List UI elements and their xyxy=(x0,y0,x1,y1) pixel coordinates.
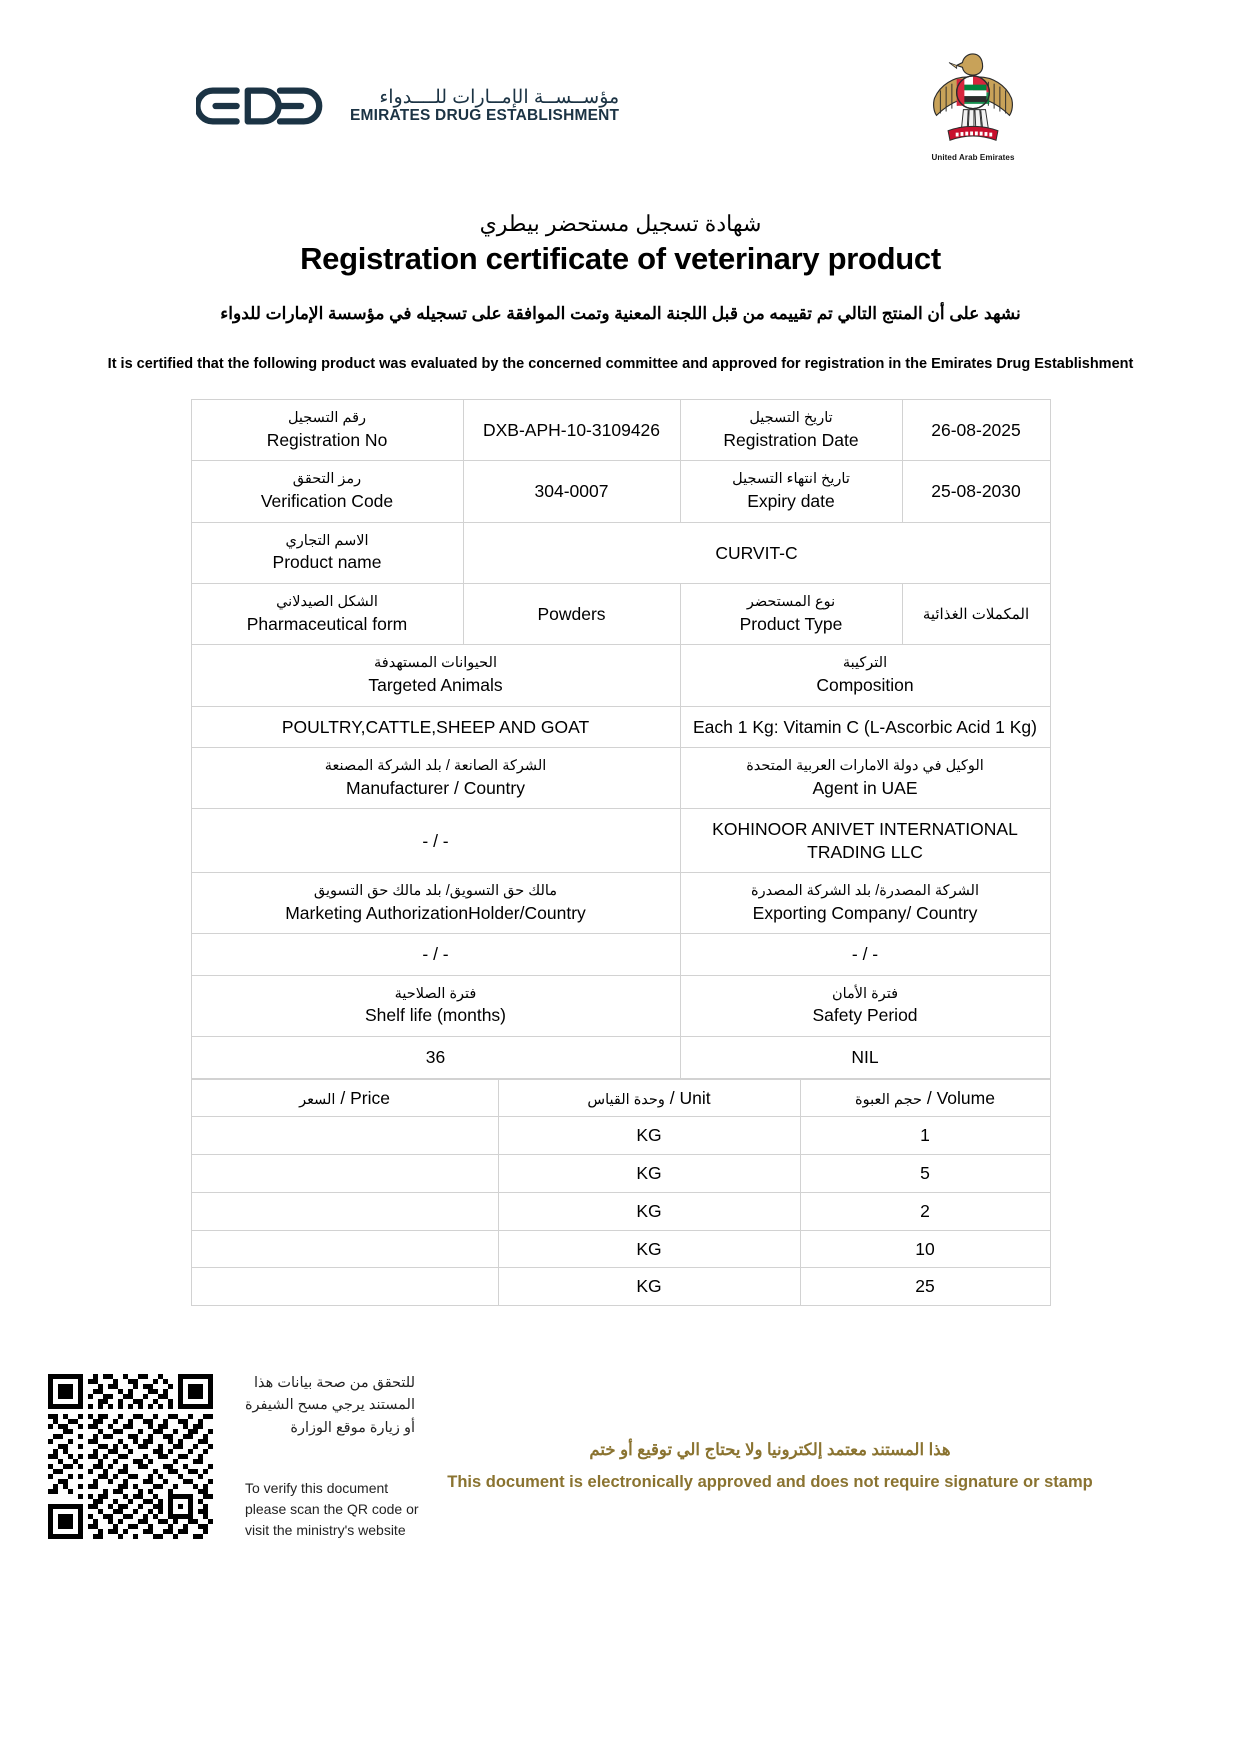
safety-period-value: NIL xyxy=(680,1037,1050,1078)
shelf-life-label xyxy=(191,975,680,1036)
table-row-animals-composition-labels xyxy=(191,645,1050,706)
pack-size-table xyxy=(191,1079,1051,1307)
exporting-company-label-en: Exporting Company/ Country xyxy=(752,902,978,923)
safety-period-label xyxy=(680,975,1050,1036)
volume-header-en: Volume xyxy=(936,1087,995,1108)
volume-cell: 2 xyxy=(800,1192,1050,1230)
document-footer xyxy=(0,1360,1241,1754)
registration-date-label xyxy=(680,400,902,461)
volume-cell: 10 xyxy=(800,1230,1050,1268)
price-header-en: Price xyxy=(350,1087,390,1108)
registration-no-label-ar: رقم التسجيل xyxy=(287,410,367,427)
volume-header-ar: حجم العبوة xyxy=(855,1091,922,1108)
price-cell xyxy=(191,1268,498,1306)
volume-header-sep: / xyxy=(926,1087,937,1108)
targeted-animals-label-ar: الحيوانات المستهدفة xyxy=(374,655,497,672)
table-row-manufacturer-agent-labels xyxy=(191,748,1050,809)
marketing-authorization-holder-label-ar: مالك حق التسويق/ بلد مالك حق التسويق xyxy=(313,883,558,900)
targeted-animals-label xyxy=(191,645,680,706)
exporting-company-label-ar: الشركة المصدرة/ بلد الشركة المصدرة xyxy=(751,883,979,900)
product-name-label-en: Product name xyxy=(272,552,382,573)
registration-date-label-en: Registration Date xyxy=(723,429,859,450)
verification-code-label-ar: رمز التحقق xyxy=(292,471,362,488)
price-cell xyxy=(191,1117,498,1155)
agent-in-uae-label-ar: الوكيل في دولة الامارات العربية المتحدة xyxy=(746,758,984,774)
title-english: Registration certificate of veterinary product xyxy=(300,240,941,276)
certification-statement-english: It is certified that the following product was evaluated by the concerned committee and approved for registration in the Emirates Drug Establishment xyxy=(107,356,1134,373)
table-row-form-type xyxy=(191,583,1050,644)
unit-header-sep: / xyxy=(669,1087,680,1108)
pharmaceutical-form-value: Powders xyxy=(463,583,680,644)
unit-cell: KG xyxy=(498,1155,800,1193)
table-row xyxy=(191,1230,1050,1268)
volume-column-header xyxy=(800,1079,1050,1117)
table-row-mah-exporter-labels xyxy=(191,873,1050,934)
certificate-details-table xyxy=(191,399,1051,1078)
ede-logo-icon xyxy=(196,82,336,130)
price-header-ar: السعر xyxy=(299,1091,336,1108)
table-row xyxy=(191,1117,1050,1155)
unit-cell: KG xyxy=(498,1117,800,1155)
verify-instructions-english: To verify this document please scan the QR code or visit the ministry's website xyxy=(245,1480,419,1538)
table-row-product-name xyxy=(191,522,1050,583)
expiry-date-value: 25-08-2030 xyxy=(902,461,1050,522)
certification-statement-arabic: نشهد على أن المنتج التالي تم تقييمه من قبل اللجنة المعنية وتمت الموافقة على تسجيله في مؤسسة الإمارات للدواء xyxy=(220,304,1021,324)
expiry-date-label-en: Expiry date xyxy=(747,490,835,511)
verification-code-label-en: Verification Code xyxy=(260,490,394,511)
product-name-label xyxy=(191,522,463,583)
table-row xyxy=(191,1155,1050,1193)
shelf-life-value: 36 xyxy=(191,1037,680,1078)
exporting-company-label xyxy=(680,873,1050,934)
unit-header-ar: وحدة القياس xyxy=(587,1091,665,1108)
verification-code-label xyxy=(191,461,463,522)
price-cell xyxy=(191,1230,498,1268)
product-name-label-ar: الاسم التجاري xyxy=(285,532,369,549)
table-row-shelf-safety-labels xyxy=(191,975,1050,1036)
pharmaceutical-form-label xyxy=(191,583,463,644)
product-type-label-ar: نوع المستحضر xyxy=(746,593,836,610)
uae-emblem-caption: United Arab Emirates xyxy=(931,153,1015,162)
electronic-approval-english: This document is electronically approved and does not require signature or stamp xyxy=(447,1472,1093,1491)
price-cell xyxy=(191,1192,498,1230)
title-arabic: شهادة تسجيل مستحضر بيطري xyxy=(479,211,762,236)
title-section xyxy=(0,210,1241,375)
targeted-animals-label-en: Targeted Animals xyxy=(368,674,503,695)
marketing-authorization-holder-label xyxy=(191,873,680,934)
unit-column-header xyxy=(498,1079,800,1117)
table-row-shelf-safety-values xyxy=(191,1037,1050,1078)
registration-no-label-en: Registration No xyxy=(266,429,388,450)
electronic-approval-notice xyxy=(420,1438,1120,1494)
marketing-authorization-holder-label-en: Marketing AuthorizationHolder/Country xyxy=(285,902,586,923)
registration-no-value: DXB-APH-10-3109426 xyxy=(463,400,680,461)
qr-code-icon[interactable] xyxy=(48,1374,213,1539)
product-type-label-en: Product Type xyxy=(739,613,843,634)
registration-no-label xyxy=(191,400,463,461)
document-header xyxy=(0,0,1241,162)
agent-in-uae-label xyxy=(680,748,1050,809)
product-name-value: CURVIT-C xyxy=(463,522,1050,583)
price-cell xyxy=(191,1155,498,1193)
verification-code-value: 304-0007 xyxy=(463,461,680,522)
agent-in-uae-label-en: Agent in UAE xyxy=(812,777,918,798)
manufacturer-label-ar: الشركة الصانعة / بلد الشركة المصنعة xyxy=(324,758,547,774)
manufacturer-label-en: Manufacturer / Country xyxy=(346,777,525,798)
table-row xyxy=(191,1192,1050,1230)
shelf-life-label-en: Shelf life (months) xyxy=(364,1005,507,1026)
targeted-animals-value: POULTRY,CATTLE,SHEEP AND GOAT xyxy=(191,706,680,747)
marketing-authorization-holder-value: - / - xyxy=(191,934,680,975)
volume-cell: 25 xyxy=(800,1268,1050,1306)
registration-date-value: 26-08-2025 xyxy=(902,400,1050,461)
price-column-header xyxy=(191,1079,498,1117)
product-type-value: المكملات الغذائية xyxy=(902,583,1050,644)
electronic-approval-arabic: هذا المستند معتمد إلكترونيا ولا يحتاج الي توقيع أو ختم xyxy=(589,1441,951,1459)
ede-logo-english: EMIRATES DRUG ESTABLISHMENT xyxy=(350,106,620,124)
table-row xyxy=(191,1268,1050,1306)
pharmaceutical-form-label-ar: الشكل الصيدلاني xyxy=(276,593,378,610)
composition-label-en: Composition xyxy=(816,674,914,695)
composition-value: Each 1 Kg: Vitamin C (L-Ascorbic Acid 1 Kg) xyxy=(680,706,1050,747)
unit-header-en: Unit xyxy=(679,1087,711,1108)
unit-cell: KG xyxy=(498,1268,800,1306)
composition-label xyxy=(680,645,1050,706)
ede-logo-arabic: مؤســســة الإمــارات للــــدواء xyxy=(379,86,620,108)
table-row-registration xyxy=(191,400,1050,461)
uae-emblem xyxy=(918,48,1028,162)
table-row-animals-composition-values xyxy=(191,706,1050,747)
pharmaceutical-form-label-en: Pharmaceutical form xyxy=(246,613,408,634)
table-row-manufacturer-agent-values xyxy=(191,809,1050,873)
manufacturer-label xyxy=(191,748,680,809)
agent-in-uae-value: KOHINOOR ANIVET INTERNATIONAL TRADING LLC xyxy=(680,809,1050,873)
exporting-company-value: - / - xyxy=(680,934,1050,975)
safety-period-label-ar: فترة الأمان xyxy=(831,985,899,1002)
product-type-label xyxy=(680,583,902,644)
price-header-sep: / xyxy=(340,1087,351,1108)
composition-label-ar: التركيبة xyxy=(842,655,888,672)
unit-cell: KG xyxy=(498,1230,800,1268)
verify-instructions-arabic: للتحقق من صحة بيانات هذا المستند يرجي مسح الشيفرة أو زيارة موقع الوزارة xyxy=(244,1375,415,1436)
ede-logo xyxy=(196,82,619,130)
ede-logo-wordmark xyxy=(350,88,619,124)
volume-cell: 5 xyxy=(800,1155,1050,1193)
shelf-life-label-ar: فترة الصلاحية xyxy=(394,985,477,1002)
expiry-date-label xyxy=(680,461,902,522)
uae-falcon-emblem-icon xyxy=(925,48,1021,152)
registration-date-label-ar: تاريخ التسجيل xyxy=(749,410,833,427)
table-row-verification xyxy=(191,461,1050,522)
safety-period-label-en: Safety Period xyxy=(812,1005,918,1026)
volume-cell: 1 xyxy=(800,1117,1050,1155)
table-row-mah-exporter-values xyxy=(191,934,1050,975)
expiry-date-label-ar: تاريخ انتهاء التسجيل xyxy=(732,471,850,488)
pack-table-header-row xyxy=(191,1079,1050,1117)
manufacturer-value: - / - xyxy=(191,809,680,873)
unit-cell: KG xyxy=(498,1192,800,1230)
